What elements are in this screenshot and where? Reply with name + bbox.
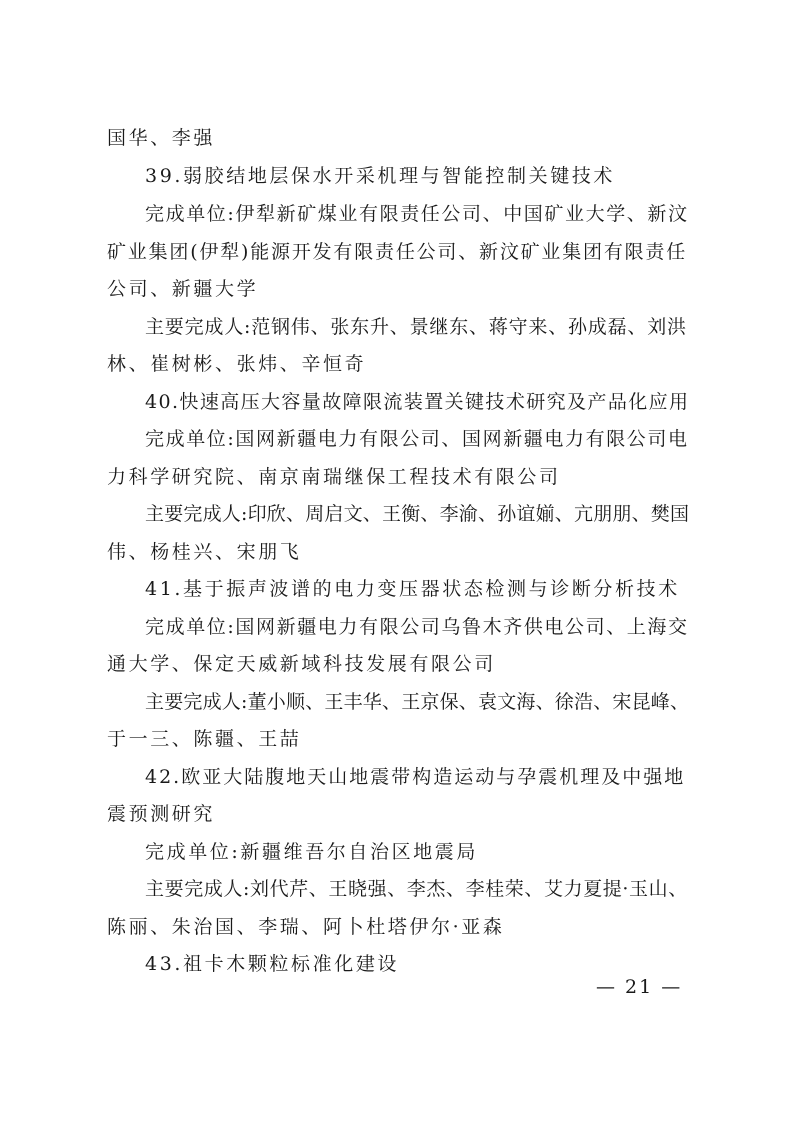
item-42-people: 主要完成人:刘代芹、王晓强、李杰、李桂荣、艾力夏提·玉山、 [145, 878, 688, 900]
item-41-people: 主要完成人:董小顺、王丰华、王京保、袁文海、徐浩、宋昆峰、 [145, 691, 690, 713]
item-43-title: 43.祖卡木颗粒标准化建设 [145, 953, 400, 975]
item-39-units-cont-1: 矿业集团(伊犁)能源开发有限责任公司、新汶矿业集团有限责任 [107, 241, 688, 263]
item-41-units-cont: 通大学、保定天威新域科技发展有限公司 [107, 653, 496, 675]
item-42-units: 完成单位:新疆维吾尔自治区地震局 [145, 841, 479, 863]
item-40-people: 主要完成人:印欣、周启文、王衡、李渝、孙谊媊、亢朋朋、樊国 [145, 503, 690, 525]
item-42-title-cont: 震预测研究 [107, 803, 216, 825]
item-40-units-cont: 力科学研究院、南京南瑞继保工程技术有限公司 [107, 466, 561, 488]
item-39-units-cont-2: 公司、新疆大学 [107, 278, 259, 300]
item-40-people-cont: 伟、杨桂兴、宋朋飞 [107, 541, 302, 563]
item-39-units: 完成单位:伊犁新矿煤业有限责任公司、中国矿业大学、新汶 [145, 203, 689, 225]
item-40-title: 40.快速高压大容量故障限流装置关键技术研究及产品化应用 [145, 391, 690, 413]
item-42-people-cont: 陈丽、朱治国、李瑞、阿卜杜塔伊尔·亚森 [107, 916, 505, 938]
item-39-people: 主要完成人:范钢伟、张东升、景继东、蒋守来、孙成磊、刘洪 [145, 316, 687, 338]
item-39-title: 39.弱胶结地层保水开采机理与智能控制关键技术 [145, 165, 616, 187]
item-42-title: 42.欧亚大陆腹地天山地震带构造运动与孕震机理及中强地 [145, 766, 686, 788]
item-40-units: 完成单位:国网新疆电力有限公司、国网新疆电力有限公司电 [145, 428, 689, 450]
item-41-units: 完成单位:国网新疆电力有限公司乌鲁木齐供电公司、上海交 [145, 616, 689, 638]
page-number: — 21 — [596, 976, 683, 998]
text-line-continuation: 国华、李强 [107, 127, 216, 149]
item-41-title: 41.基于振声波谱的电力变压器状态检测与诊断分析技术 [145, 578, 680, 600]
item-39-people-cont: 林、崔树彬、张炜、辛恒奇 [107, 353, 367, 375]
item-41-people-cont: 于一三、陈疆、王喆 [107, 728, 302, 750]
